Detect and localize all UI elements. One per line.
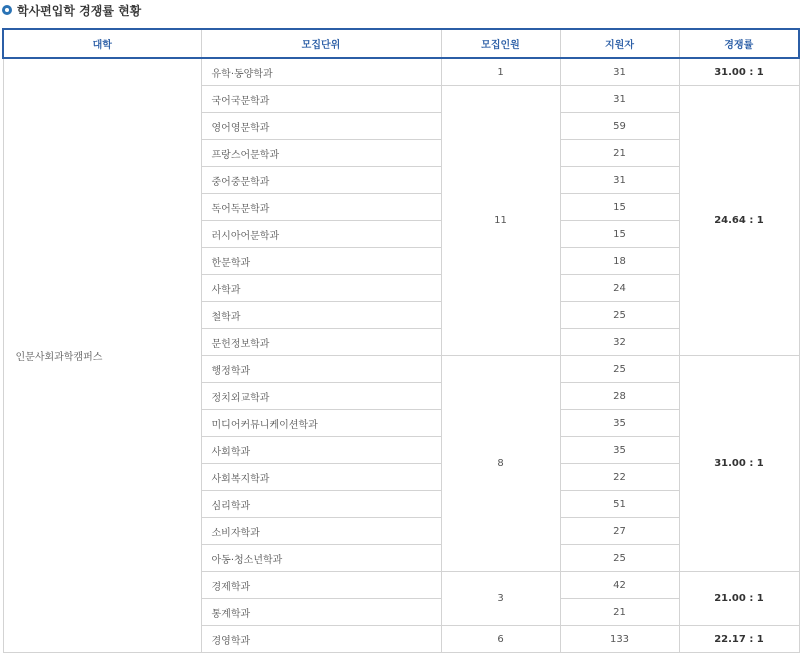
dept-cell: 문헌정보학과 — [201, 329, 441, 356]
table-header-row — [3, 29, 799, 58]
header-college: 대학 — [3, 29, 201, 58]
dept-cell: 사회복지학과 — [201, 464, 441, 491]
ratio-cell: 21.00 : 1 — [679, 572, 799, 626]
applicants-cell: 42 — [560, 572, 679, 599]
dept-cell: 미디어커뮤니케이션학과 — [201, 410, 441, 437]
applicants-cell: 28 — [560, 383, 679, 410]
applicants-cell: 15 — [560, 194, 679, 221]
quota-cell: 11 — [441, 86, 560, 356]
dept-cell: 사학과 — [201, 275, 441, 302]
applicants-cell: 25 — [560, 356, 679, 383]
applicants-cell: 31 — [560, 167, 679, 194]
dept-cell: 국어국문학과 — [201, 86, 441, 113]
dept-cell: 경영학과 — [201, 626, 441, 653]
header-dept: 모집단위 — [201, 29, 441, 58]
applicants-cell: 31 — [560, 58, 679, 86]
dept-cell: 프랑스어문학과 — [201, 140, 441, 167]
college-cell: 인문사회과학캠퍼스 — [3, 58, 201, 653]
applicants-cell: 35 — [560, 410, 679, 437]
dept-cell: 한문학과 — [201, 248, 441, 275]
ratio-cell: 24.64 : 1 — [679, 86, 799, 356]
table-row — [3, 58, 799, 86]
applicants-cell: 59 — [560, 113, 679, 140]
applicants-cell: 21 — [560, 599, 679, 626]
section-title — [2, 2, 141, 18]
ratio-cell: 31.00 : 1 — [679, 58, 799, 86]
applicants-cell: 27 — [560, 518, 679, 545]
dept-cell: 정치외교학과 — [201, 383, 441, 410]
applicants-cell: 35 — [560, 437, 679, 464]
quota-cell: 6 — [441, 626, 560, 653]
applicants-cell: 133 — [560, 626, 679, 653]
dept-cell: 중어중문학과 — [201, 167, 441, 194]
applicants-cell: 18 — [560, 248, 679, 275]
dept-cell: 소비자학과 — [201, 518, 441, 545]
header-ratio: 경쟁률 — [679, 29, 799, 58]
ratio-cell: 31.00 : 1 — [679, 356, 799, 572]
section-title-text: 학사편입학 경쟁률 현황 — [17, 3, 142, 18]
quota-cell: 1 — [441, 58, 560, 86]
applicants-cell: 31 — [560, 86, 679, 113]
applicants-cell: 51 — [560, 491, 679, 518]
dept-cell: 경제학과 — [201, 572, 441, 599]
dept-cell: 아동·청소년학과 — [201, 545, 441, 572]
applicants-cell: 32 — [560, 329, 679, 356]
quota-cell: 8 — [441, 356, 560, 572]
applicants-cell: 15 — [560, 221, 679, 248]
competition-rate-table — [2, 28, 800, 653]
dept-cell: 유학·동양학과 — [201, 58, 441, 86]
dept-cell: 통계학과 — [201, 599, 441, 626]
quota-cell: 3 — [441, 572, 560, 626]
dept-cell: 심리학과 — [201, 491, 441, 518]
dept-cell: 행정학과 — [201, 356, 441, 383]
dept-cell: 러시아어문학과 — [201, 221, 441, 248]
circle-bullet-icon — [2, 5, 12, 15]
applicants-cell: 22 — [560, 464, 679, 491]
applicants-cell: 24 — [560, 275, 679, 302]
header-applicants: 지원자 — [560, 29, 679, 58]
applicants-cell: 25 — [560, 545, 679, 572]
ratio-cell: 22.17 : 1 — [679, 626, 799, 653]
dept-cell: 독어독문학과 — [201, 194, 441, 221]
applicants-cell: 21 — [560, 140, 679, 167]
dept-cell: 영어영문학과 — [201, 113, 441, 140]
dept-cell: 사회학과 — [201, 437, 441, 464]
dept-cell: 철학과 — [201, 302, 441, 329]
header-quota: 모집인원 — [441, 29, 560, 58]
applicants-cell: 25 — [560, 302, 679, 329]
